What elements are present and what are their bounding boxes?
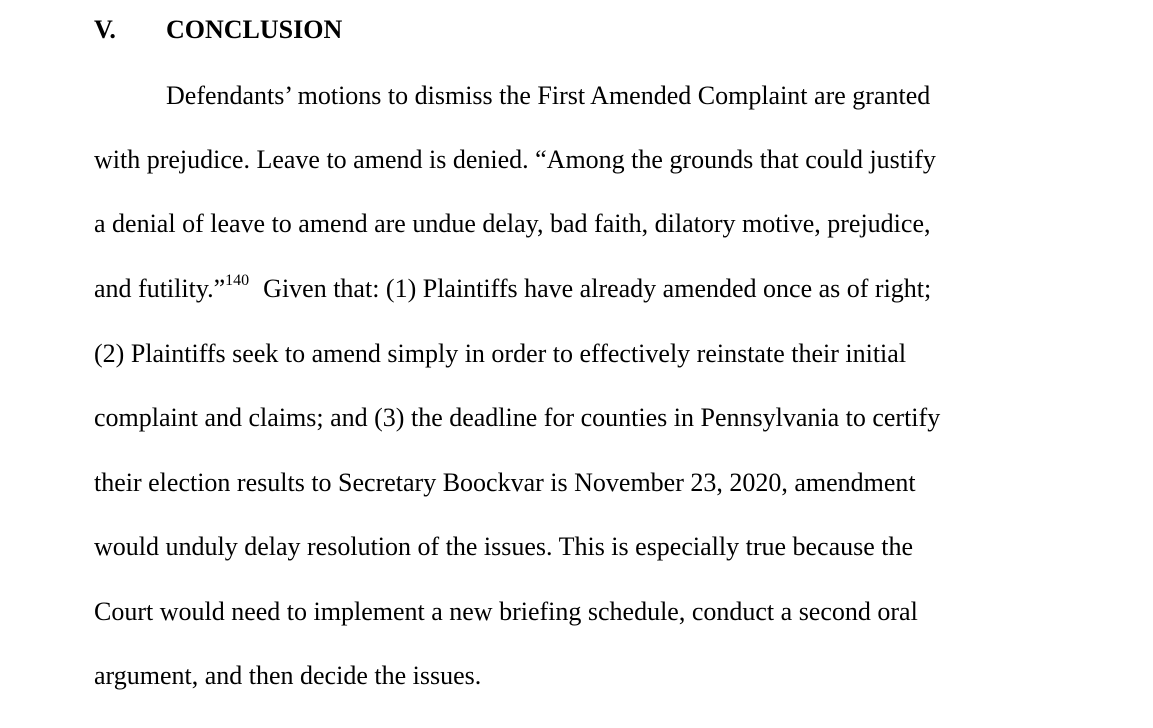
paragraph-line-10: argument, and then decide the issues. [94, 661, 482, 690]
line-4-text: Given that: (1) Plaintiffs have already amended once as of right; [263, 274, 932, 303]
footnote-reference[interactable]: 140 [225, 272, 250, 290]
paragraph-line-4 [94, 273, 931, 305]
paragraph-line-2: with prejudice. Leave to amend is denied. “Among the grounds that could justify [94, 145, 936, 174]
paragraph-line-1: Defendants’ motions to dismiss the First Amended Complaint are granted [166, 81, 931, 110]
paragraph-line-9: Court would need to implement a new briefing schedule, conduct a second oral [94, 597, 918, 626]
line-4-prefix: and futility.” [94, 274, 226, 303]
paragraph-line-5: (2) Plaintiffs seek to amend simply in order to effectively reinstate their initial [94, 339, 907, 368]
paragraph-line-8: would unduly delay resolution of the issues. This is especially true because the [94, 532, 914, 561]
section-heading [94, 14, 342, 46]
paragraph-line-3: a denial of leave to amend are undue delay, bad faith, dilatory motive, prejudice, [94, 209, 931, 238]
paragraph-line-7: their election results to Secretary Boockvar is November 23, 2020, amendment [94, 468, 916, 497]
paragraph-line-6: complaint and claims; and (3) the deadline for counties in Pennsylvania to certify [94, 403, 941, 432]
section-title: CONCLUSION [166, 15, 343, 44]
section-number: V. [94, 15, 116, 44]
